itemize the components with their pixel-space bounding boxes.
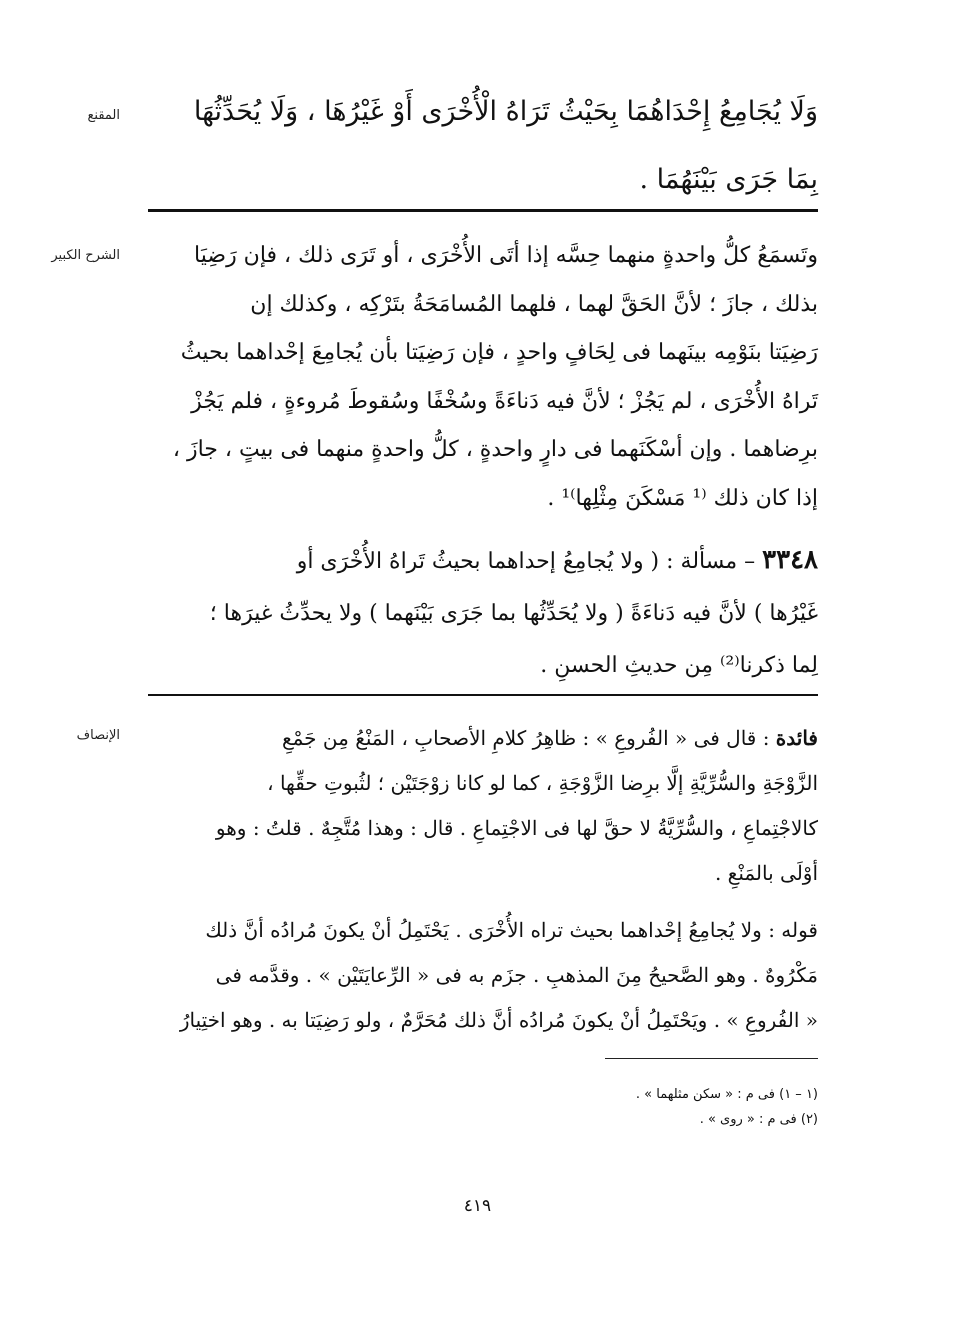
sharh-line: برِضاهما . وإن أسْكَنَهما فى دارٍ واحدةٍ ، كلُّ واحدةٍ منهما فى بيتٍ ، جازَ ، xyxy=(172,437,818,462)
muqni-line: بِمَا جَرَى بَيْنَهُمَا . xyxy=(639,164,818,195)
muqni-label: المقنع xyxy=(87,108,120,123)
masala-paragraph xyxy=(148,534,818,692)
sharh-line: بذلك ، جازَ ؛ لأنَّ الحَقَّ لهما ، فلهما المُسامَحَةُ بتَرْكِه ، وكذلك إن xyxy=(250,291,818,317)
page-number: ٤١٩ xyxy=(463,1196,492,1216)
section-divider-thick xyxy=(148,209,818,212)
faida-line: الزَّوْجَةِ والسُّرِّيَّةِ إلَّا برِضا الزَّوْجَةِ ، كما لو كانا زوْجَتَيْن ؛ لثُبوتِ حقِّها ، xyxy=(267,771,818,795)
masala-line: لِما ذكرنا⁽²⁾ مِن حديثِ الحسنِ . xyxy=(540,653,818,678)
qawluhu-line: « الفُروعِ » . ويَحْتَمِلُ أنْ يكونَ مُرادُه أنَّ ذلك مُحَرَّمٌ ، ولو رَضِيَتا به . وهو اختِيارُ xyxy=(179,1008,818,1032)
sharh-line: وتَسمَعُ كلُّ واحدةٍ منهما حِسَّه إذا أتَى الأُخْرَى ، أو تَرَى ذلك ، فإن رَضِيَا xyxy=(194,243,818,268)
insaf-label: الإنصاف xyxy=(76,728,120,743)
sharh-paragraph xyxy=(148,232,818,523)
sharh-line: تَراهُ الأُخْرَى ، لم يَجُزْ ؛ لأنَّ فيه دَناءَةً وسُخْفًا وسُقوطَ مُروءةٍ ، فلم يَجُزْ xyxy=(191,388,818,414)
muqni-line: وَلَا يُجَامِعُ إِحْدَاهُمَا بِحَيْثُ تَرَاهُ الْأُخْرَى أَوْ غَيْرُهَا ، وَلَا يُحَدِّثُهَا xyxy=(193,96,818,127)
faida-paragraph xyxy=(148,716,818,896)
faida-text: : قال فى « الفُروعِ » : ظاهِرُ كلامِ الأصحابِ ، المَنْعُ مِن جَمْعِ xyxy=(281,726,776,750)
footnote: (١ – ١) فى م : « سكن مثلهما » . xyxy=(635,1087,818,1102)
masala-line xyxy=(148,534,818,588)
sharh-section xyxy=(0,232,955,692)
faida-line xyxy=(148,716,818,761)
footnote-divider xyxy=(605,1058,818,1059)
insaf-section xyxy=(0,716,955,1046)
sharh-line: رَضِيَتا بنَوْمِه بينَهما فى لِحَافٍ واحدٍ ، فإن رَضِيَتا بأن يُجامِعَ إحْداهما بحيثُ xyxy=(180,340,818,365)
section-divider xyxy=(148,694,818,696)
faida-label: فائدة xyxy=(775,726,818,750)
muqni-section xyxy=(0,78,955,208)
masala-line: غَيْرُها ) لأنَّ فيه دَناءَةً ( ولا يُحَدِّثُها بما جَرَى بَيْنَهما ) ولا يحدِّثُ غيرَها ؛ xyxy=(209,601,818,626)
footnotes xyxy=(560,1082,818,1132)
qawluhu-paragraph xyxy=(148,908,818,1043)
qawluhu-line: مَكْرُوهٌ . وهو الصَّحيحُ مِنَ المذهبِ . جزَم به فى « الرِّعايَتَيْن » . وقدَّمه فى xyxy=(215,963,818,987)
qawluhu-line: قوله : ولا يُجامِعُ إحْداهما بحيث تراه الأُخْرَى . يَحْتَمِلُ أنْ يكونَ مُرادُه أنَّ ذلك xyxy=(205,918,818,942)
faida-line: أوْلَى بالمَنْعِ . xyxy=(714,861,818,885)
sharh-line: إذا كان ذلك ⁽¹ مَسْكَنَ مِثْلِها⁾¹ . xyxy=(547,485,818,511)
masala-text: – مسألة : ( ولا يُجامِعُ إحداهما بحيثُ تَراهُ الأُخْرَى أو xyxy=(296,549,763,574)
sharh-label: الشرح الكبير xyxy=(51,248,120,263)
footnote: (٢) فى م : « روى » . xyxy=(699,1112,818,1127)
masala-number: ٣٣٤٨ xyxy=(762,545,818,575)
muqni-text xyxy=(148,78,818,214)
faida-line: كالاجْتِماعِ ، والسُّرِّيَّةُ لا حقَّ لها فى الاجْتِماعِ . قال : وهذا مُتَّجِهٌ . قلتُ : وهو xyxy=(215,816,818,840)
